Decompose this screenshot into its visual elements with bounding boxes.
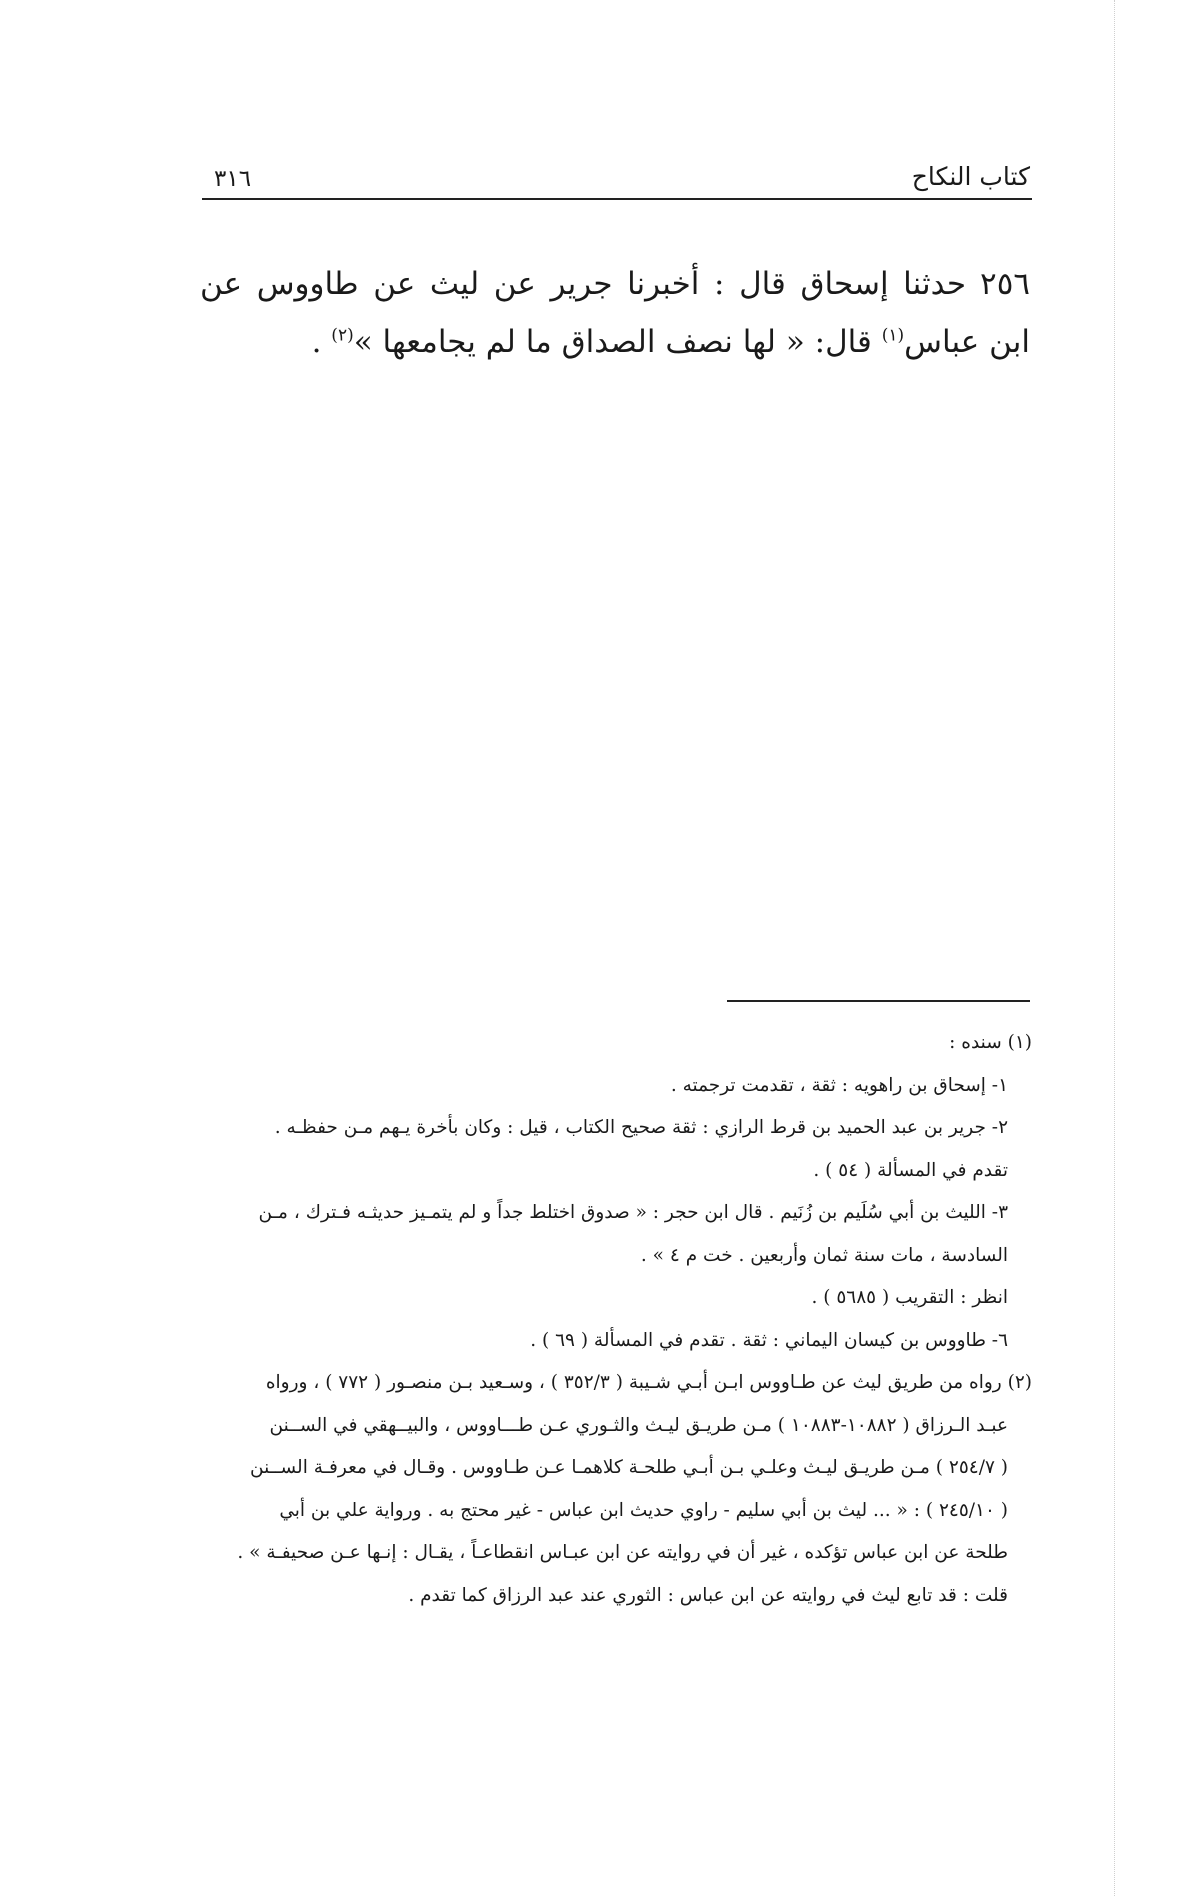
- footnote-line: ٣- الليث بن أبي سُلَيم بن زُنَيم . قال ابن حجر : « صدوق اختلط جداً و لم يتمـيز حديثـه فـترك ، مـن: [258, 1202, 1008, 1223]
- footnote-line: (٢) رواه من طريق ليث عن طـاووس ابـن أبـي شـيبة ( ٣٥٢/٣ ) ، وسـعيد بـن منصـور ( ٧٧٢ ) ، ورواه: [265, 1372, 1032, 1393]
- book-title: كتاب النكاح: [911, 162, 1030, 191]
- footnote-line: السادسة ، مات سنة ثمان وأربعين . خت م ٤ » .: [640, 1244, 1008, 1266]
- footnote-divider: [727, 1000, 1030, 1002]
- footnote-heading: (١) سنده :: [949, 1032, 1032, 1053]
- footnote-line: ٦- طاووس بن كيسان اليماني : ثقة . تقدم في المسألة ( ٦٩ ) .: [530, 1329, 1008, 1351]
- footnote-line: طلحة عن ابن عباس تؤكده ، غير أن في روايته عن ابن عبـاس انقطاعـاً ، يقـال : إنـها عـن صحيفـة » .: [237, 1542, 1008, 1563]
- hadith-chain: حدثنا إسحاق قال : أخبرنا جرير عن ليث عن طاووس عن ابن عباس: [200, 266, 1030, 360]
- page-header: [202, 160, 1032, 200]
- footnote-line: قلت : قد تابع ليث في روايته عن ابن عباس : الثوري عند عبد الرزاق كما تقدم .: [408, 1584, 1008, 1606]
- footnote-line: ١- إسحاق بن راهويه : ثقة ، تقدمت ترجمته .: [670, 1074, 1008, 1096]
- margin-guide: [1114, 0, 1115, 1896]
- footnotes: [196, 1022, 1032, 1617]
- footnote-line: تقدم في المسألة ( ٥٤ ) .: [813, 1159, 1008, 1181]
- hadith-text: [200, 255, 1030, 371]
- hadith-number: ٢٥٦: [980, 266, 1030, 302]
- footnote-ref-2: (٢): [331, 325, 354, 346]
- footnote-line: انظر : التقريب ( ٥٦٨٥ ) .: [811, 1287, 1008, 1308]
- page-number: ٣١٦: [214, 166, 252, 192]
- hadith-end: .: [311, 324, 332, 360]
- footnote-line: عبـد الـرزاق ( ١٠٨٨٢-١٠٨٨٣ ) مـن طريـق ليـث والثـوري عـن طـــاووس ، والبيــهقي في الســنن: [269, 1414, 1008, 1436]
- footnote-ref-1: (١): [881, 325, 905, 346]
- footnote-line: ( ٢٤٥/١٠ ) : « ... ليث بن أبي سليم - راوي حديث ابن عباس - غير محتج به . ورواية علي بن أبي: [279, 1499, 1008, 1521]
- footnote-line: ٢- جرير بن عبد الحميد بن قرط الرازي : ثقة صحيح الكتاب ، قيل : وكان بأخرة يـهم مـن حفظـه .: [274, 1117, 1008, 1138]
- footnote-line: ( ٢٥٤/٧ ) مـن طريـق ليـث وعلـي بـن أبـي طلحـة كلاهمـا عـن طـاووس . وقـال في معرفـة الســنن: [250, 1457, 1008, 1478]
- hadith-matn: قال: « لها نصف الصداق ما لم يجامعها »: [353, 324, 882, 360]
